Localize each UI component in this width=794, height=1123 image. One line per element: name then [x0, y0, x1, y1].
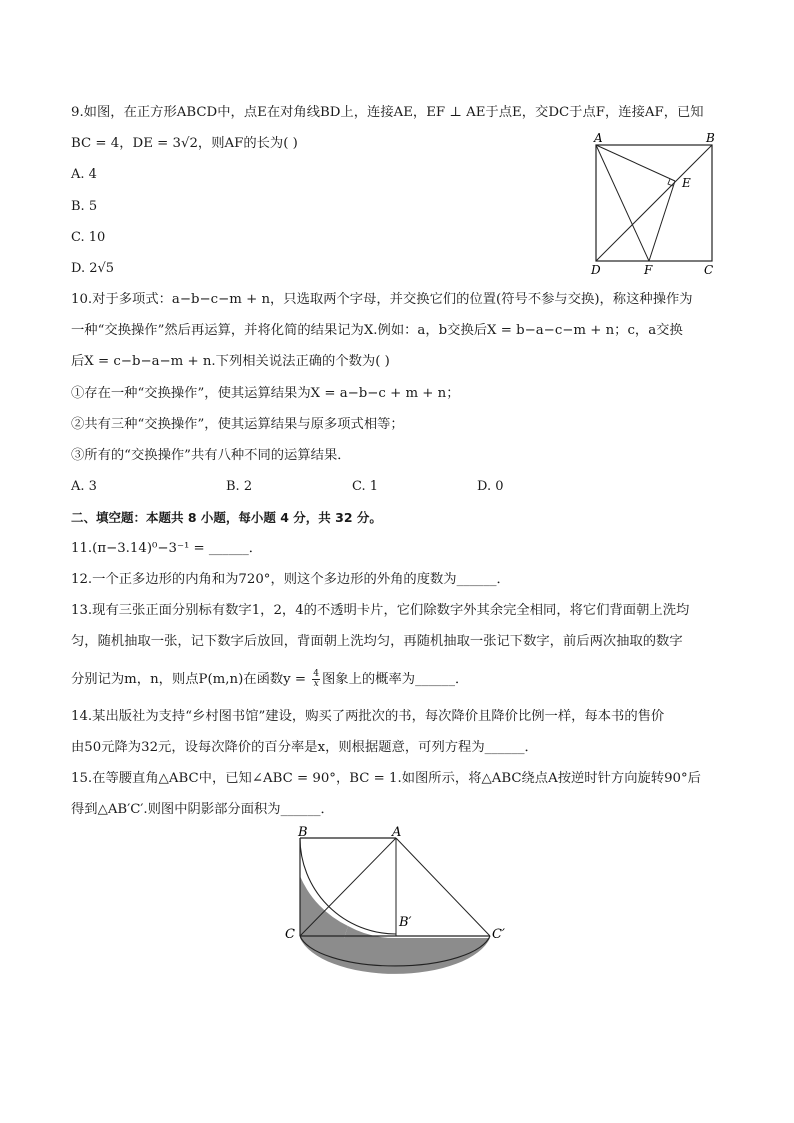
q10-statement-2: ②共有三种“交换操作”，使其运算结果与原多项式相等； — [71, 417, 404, 432]
q13-line3-text-b: 图象上的概率为______． — [322, 672, 469, 687]
q10-option-b: B. 2 — [226, 479, 253, 494]
q11: 11.(π−3.14)⁰−3⁻¹ = ______． — [71, 541, 263, 556]
q9-label-d: D — [591, 263, 601, 277]
q9-square-figure — [588, 128, 728, 278]
q10-line1: 10.对于多项式：a−b−c−m + n，只选取两个字母，并交换它们的位置(符号不参与交换)，称这种操作为 — [71, 292, 693, 307]
q9-option-d: D. 2√5 — [71, 261, 115, 276]
q13-line3-text-a: 分别记为m，n，则点P(m,n)在函数y = — [71, 672, 311, 687]
q9-line2: BC = 4，DE = 3√2，则AF的长为( ) — [71, 136, 298, 151]
q13-fraction-denominator: x — [313, 679, 319, 689]
q15-line2: 得到△AB′C′.则图中阴影部分面积为______． — [71, 802, 334, 817]
q10-statement-1: ①存在一种“交换操作”，使其运算结果为X = a−b−c + m + n； — [71, 386, 460, 401]
q15-label-a: A — [392, 825, 402, 840]
q13-line3 — [71, 670, 468, 689]
q9-option-b: B. 5 — [71, 199, 98, 214]
q15-line1: 15.在等腰直角△ABC中，已知∠ABC = 90°，BC = 1.如图所示，将△ABC绕点A按逆时针方向旋转90°后 — [71, 771, 701, 786]
q13-fraction — [312, 670, 320, 689]
q15-label-b: B — [298, 825, 308, 840]
q15-label-c: C — [285, 927, 295, 942]
q15-label-c-prime: C′ — [492, 927, 505, 942]
q12: 12.一个正多边形的内角和为720°，则这个多边形的外角的度数为______． — [71, 572, 510, 587]
q14-line2: 由50元降为32元，设每次降价的百分率是x，则根据题意，可列方程为______． — [71, 740, 538, 755]
q14-line1: 14.某出版社为支持“乡村图书馆”建设，购买了两批次的书，每次降价且降价比例一样，每本书的售价 — [71, 709, 665, 724]
q9-line1: 9.如图，在正方形ABCD中，点E在对角线BD上，连接AE，EF ⊥ AE于点E，交DC于点F，连接AF，已知 — [71, 105, 704, 120]
q9-label-a: A — [594, 131, 603, 145]
q15-rotation-figure — [282, 824, 522, 979]
q9-label-b: B — [706, 131, 715, 145]
q10-statement-3: ③所有的“交换操作”共有八种不同的运算结果． — [71, 448, 351, 463]
q9-label-e: E — [682, 176, 691, 190]
q13-line2: 匀，随机抽取一张，记下数字后放回，背面朝上洗均匀，再随机抽取一张记下数字，前后两次抽取的数字 — [71, 634, 683, 649]
q10-option-d: D. 0 — [477, 479, 504, 494]
q9-option-c: C. 10 — [71, 230, 106, 245]
q10-line3: 后X = c−b−a−m + n.下列相关说法正确的个数为( ) — [71, 354, 390, 369]
q9-label-c: C — [704, 263, 714, 277]
q10-option-c: C. 1 — [352, 479, 379, 494]
q9-label-f: F — [644, 263, 653, 277]
q15-label-b-prime: B′ — [399, 915, 412, 930]
q10-option-a: A. 3 — [71, 479, 97, 494]
q13-fraction-numerator: 4 — [313, 669, 319, 679]
q10-line2: 一种“交换操作”然后再运算，并将化简的结果记为X.例如：a，b交换后X = b−a−c−m + n；c，a交换 — [71, 323, 683, 338]
q9-option-a: A. 4 — [71, 167, 97, 182]
section-fill-in-heading: 二、填空题：本题共 8 小题，每小题 4 分，共 32 分。 — [71, 510, 382, 525]
q13-line1: 13.现有三张正面分别标有数字1，2，4的不透明卡片，它们除数字外其余完全相同，将它们背面朝上洗均 — [71, 603, 690, 618]
